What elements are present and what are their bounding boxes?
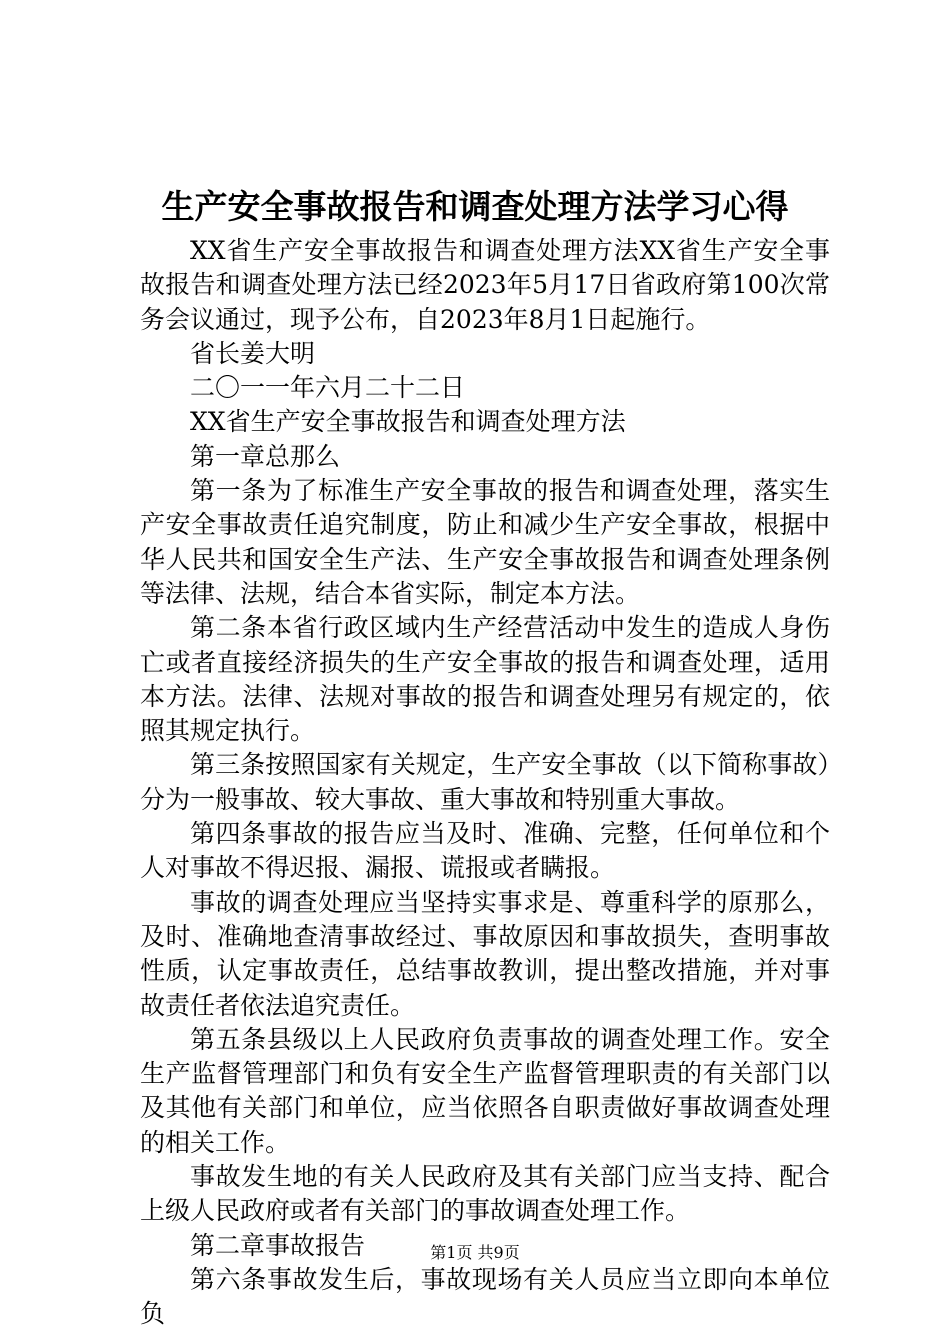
- paragraph-chapter-1: 第一章总那么: [190, 441, 341, 471]
- paragraph-intro: XX省生产安全事故报告和调查处理方法XX省生产安全事故报告和调查处理方法已经2023年5月17日省政府第100次常务会议通过，现予公布，自2023年8月1日起施行。: [140, 236, 830, 334]
- paragraph-article-3: 第三条按照国家有关规定，生产安全事故（以下简称事故）分为一般事故、较大事故、重大事故和特别重大事故。: [140, 750, 830, 814]
- paragraph-regulation-title: XX省生产安全事故报告和调查处理方法: [190, 407, 626, 437]
- paragraph-signer: 省长姜大明: [190, 338, 316, 368]
- paragraph-article-5-cont: 事故发生地的有关人民政府及其有关部门应当支持、配合上级人民政府或者有关部门的事故调查处理工作。: [140, 1162, 830, 1226]
- paragraph-article-4: 第四条事故的报告应当及时、准确、完整，任何单位和个人对事故不得迟报、漏报、谎报或者瞒报。: [140, 819, 830, 883]
- document-body: [140, 234, 830, 1332]
- paragraph-article-4-cont: 事故的调查处理应当坚持实事求是、尊重科学的原那么，及时、准确地查清事故经过、事故原因和事故损失，查明事故性质，认定事故责任，总结事故教训，提出整改措施，并对事故责任者依法追究责任。: [140, 887, 830, 1020]
- paragraph-article-1: 第一条为了标准生产安全事故的报告和调查处理，落实生产安全事故责任追究制度，防止和减少生产安全事故，根据中华人民共和国安全生产法、生产安全事故报告和调查处理条例等法律、法规，结合本省实际，制定本方法。: [140, 476, 830, 608]
- paragraph-date: 二〇一一年六月二十二日: [190, 373, 466, 403]
- page-footer: 第1页 共9页: [430, 1243, 520, 1262]
- paragraph-article-2: 第二条本省行政区域内生产经营活动中发生的造成人身伤亡或者直接经济损失的生产安全事故的报告和调查处理，适用本方法。法律、法规对事故的报告和调查处理另有规定的，依照其规定执行。: [140, 613, 830, 746]
- paragraph-article-5: 第五条县级以上人民政府负责事故的调查处理工作。安全生产监督管理部门和负有安全生产监督管理职责的有关部门以及其他有关部门和单位，应当依照各自职责做好事故调查处理的相关工作。: [140, 1024, 830, 1157]
- document-title: 生产安全事故报告和调查处理方法学习心得: [161, 187, 789, 226]
- paragraph-chapter-2: 第二章事故报告: [190, 1230, 366, 1260]
- paragraph-article-6: 第六条事故发生后，事故现场有关人员应当立即向本单位负: [140, 1264, 830, 1329]
